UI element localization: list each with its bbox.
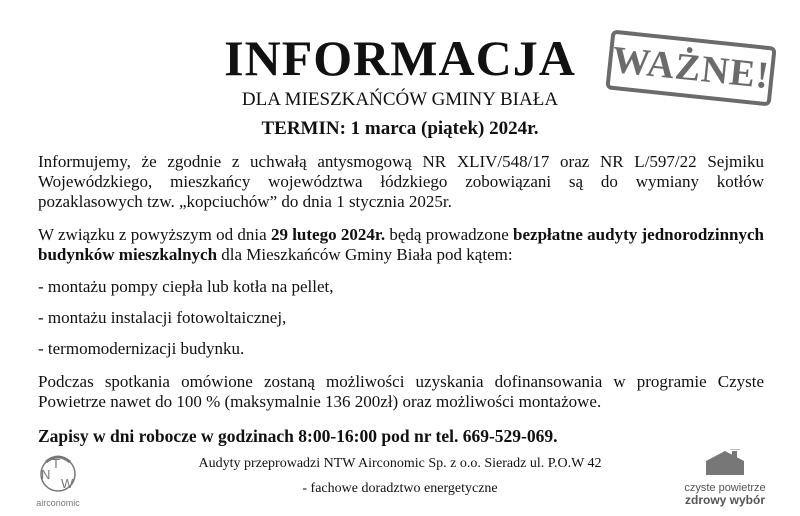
important-stamp: WAŻNE! (605, 29, 776, 106)
list-item: - montażu pompy ciepła lub kotła na pellet, (38, 277, 334, 296)
paragraph-funding: Podczas spotkania omówione zostaną możliwości uzyskania dofinansowania w programie Czyste Powietrze nawet do 100 % (maksymalnie 136 200zł) oraz możliwości montażowe. (38, 372, 764, 411)
list-item: - termomodernizacji budynku. (38, 339, 245, 358)
cp-line2: zdrowy wybór (684, 493, 765, 507)
page-title: INFORMACJA (224, 30, 576, 86)
ntw-caption: airconomic (36, 498, 80, 508)
list-item: - montażu instalacji fotowoltaicznej, (38, 308, 287, 327)
audits-free: bezpłatne audyty jednorodzinnych budynków mieszkalnych (38, 225, 764, 264)
paragraph-audits (38, 225, 764, 265)
term-date: TERMIN: 1 marca (piątek) 2024r. (261, 118, 539, 139)
paragraph-regulation: Informujemy, że zgodnie z uchwałą antysmogową NR XLIV/548/17 oraz NR L/597/22 Sejmiku Wojewódzkiego, mieszkańcy województwa łódzkiego zobowiązani są do wymiany kotłów pozaklasowych tzw. „kopciuchów” do dnia 1 stycznia 2025r. (38, 152, 764, 211)
audits-date: 29 lutego 2024r. (270, 225, 386, 244)
ntw-letter-w: W (61, 476, 74, 491)
advice-info: - fachowe doradztwo energetyczne (302, 481, 498, 496)
cp-line1: czyste powietrze (684, 482, 766, 494)
page-subtitle: DLA MIESZKAŃCÓW GMINY BIAŁA (241, 89, 559, 110)
audits-text-3: dla Mieszkańców Gminy Biała pod kątem: (217, 245, 513, 264)
ntw-letter-t: T (52, 456, 60, 471)
house-icon (676, 449, 774, 477)
signup-info: Zapisy w dni robocze w godzinach 8:00-16:00 pod nr tel. 669-529-069. (38, 426, 558, 446)
ntw-letter-n: N (41, 467, 51, 482)
audits-text-2: będą prowadzone (385, 225, 514, 244)
audits-text-1: W związku z powyższym od dnia (38, 225, 271, 244)
czyste-powietrze-logo (676, 449, 774, 505)
ntw-logo (28, 448, 88, 510)
auditor-info: Audyty przeprowadzi NTW Airconomic Sp. z o.o. Sieradz ul. P.O.W 42 (198, 456, 602, 471)
